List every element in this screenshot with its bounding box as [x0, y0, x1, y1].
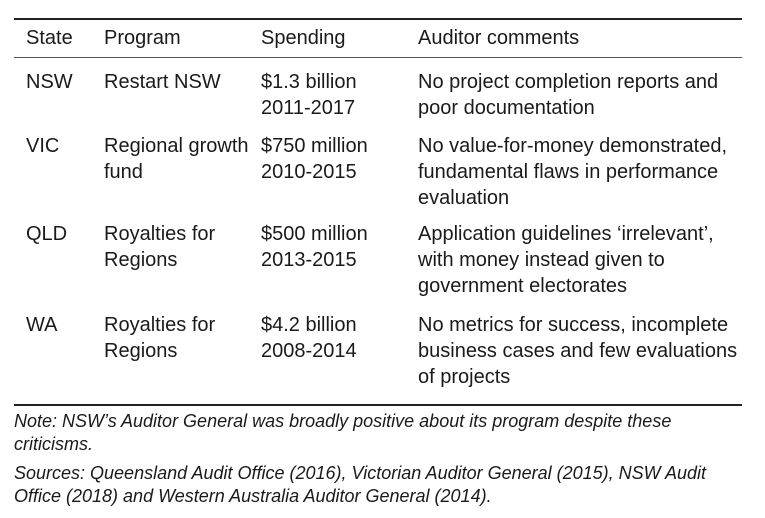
spending-amount: $1.3 billion: [261, 71, 357, 93]
header-spending: Spending: [261, 27, 346, 49]
program-cell: Restart NSW: [104, 71, 221, 93]
comments-cell: No project completion reports and poor documentation: [418, 71, 719, 119]
state-cell: VIC: [26, 135, 60, 157]
table-row: [14, 57, 742, 123]
state-cell: QLD: [26, 223, 68, 245]
program-cell: Royalties for Regions: [104, 314, 216, 362]
spending-years: 2008-2014: [261, 340, 357, 362]
audit-table: [14, 20, 742, 390]
program-cell: Royalties for Regions: [104, 223, 216, 271]
header-row: [14, 20, 742, 57]
spending-cell: [261, 57, 418, 123]
table-header: [14, 20, 742, 57]
table-sources: Sources: Queensland Audit Office (2016), Victorian Auditor General (2015), NSW Audit Office (2018) and Western Australia Auditor General (2014).: [14, 463, 707, 506]
header-state: State: [26, 27, 73, 49]
table-body: [14, 57, 742, 390]
spending-years: 2010-2015: [261, 161, 357, 183]
header-program: Program: [104, 27, 181, 49]
table-row: [14, 302, 742, 390]
spending-cell: [261, 211, 418, 302]
spending-amount: $4.2 billion: [261, 314, 357, 336]
state-cell: WA: [26, 314, 58, 336]
state-cell: NSW: [26, 71, 73, 93]
spending-cell: [261, 302, 418, 390]
program-cell: Regional growth fund: [104, 135, 249, 183]
table-row: [14, 211, 742, 302]
comments-cell: Application guidelines ‘irrelevant’, with money instead given to government electorates: [418, 223, 714, 297]
header-comments: Auditor comments: [418, 27, 580, 49]
comments-cell: No value-for-money demonstrated, fundamental flaws in performance evaluation: [418, 135, 728, 209]
spending-years: 2013-2015: [261, 249, 357, 271]
spending-cell: [261, 123, 418, 211]
table-note: Note: NSW’s Auditor General was broadly positive about its program despite these criticisms.: [14, 411, 672, 454]
comments-cell: No metrics for success, incomplete business cases and few evaluations of projects: [418, 314, 738, 388]
spending-years: 2011-2017: [261, 97, 356, 119]
bottom-rule: [14, 404, 742, 406]
spending-amount: $500 million: [261, 223, 368, 245]
spending-amount: $750 million: [261, 135, 368, 157]
table-row: [14, 123, 742, 211]
